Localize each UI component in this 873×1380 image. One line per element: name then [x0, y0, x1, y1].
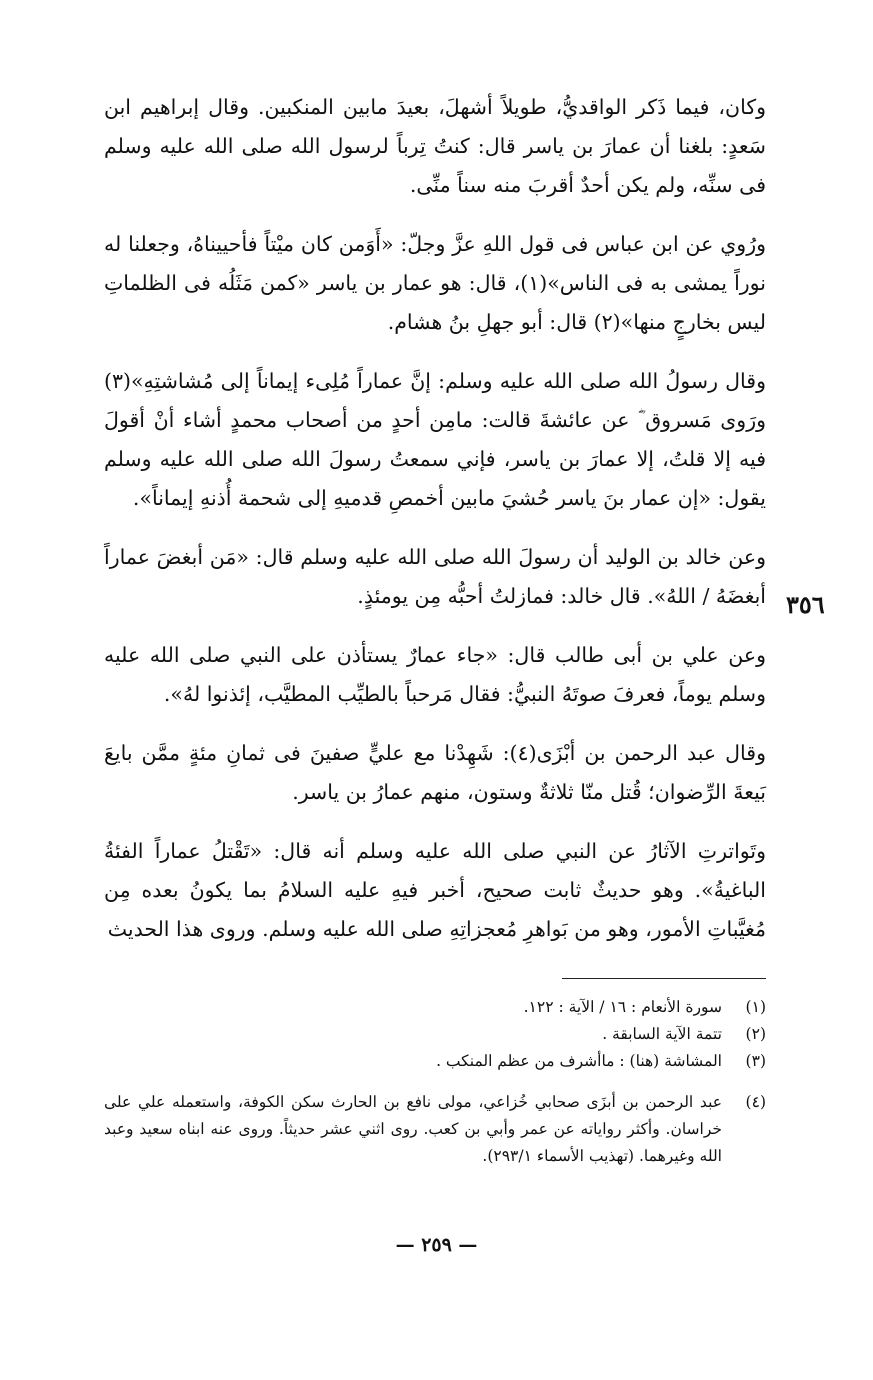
- footnote-4: [104, 1089, 766, 1170]
- paragraph-2: ورُوي عن ابن عباس فى قول اللهِ عزَّ وجلّ: «أَوَمن كان ميْتاً فأحييناهُ، وجعلنا له نوراً يمشى به فى الناس»(١)، قال: هو عمار بن ياسر «كمن مَثَلُه فى الظلماتِ ليس بخارجٍ منها»(٢) قال: أبو جهلِ بنُ هشام.: [104, 232, 766, 334]
- footnote-mark: (٣): [745, 1052, 766, 1070]
- footnote-text: المشاشة (هنا) : ماأشرف من عظم المنكب .: [436, 1052, 722, 1070]
- footnote-3: [104, 1048, 766, 1075]
- footnote-text: عبد الرحمن بن أبزَى صحابي خُزاعي، مولى نافع بن الحارث سكن الكوفة، واستعمله علي على خراسان. وأكثر رواياته عن عمر وأبي بن كعب. روى اثني عشر حديثاً. وروى عنه ابناه سعيد وعبد الله وغيرهما. (تهذيب الأسماء ٢٩٣/١).: [104, 1093, 722, 1165]
- footnote-text: سورة الأنعام : ١٦ / الآية : ١٢٢.: [523, 998, 722, 1016]
- footnote-mark: (٤): [745, 1093, 766, 1111]
- footnote-mark: (٢): [745, 1025, 766, 1043]
- paragraph-1: وكان، فيما ذَكر الواقديُّ، طويلاً أشهلَ، بعيدَ مابين المنكبين. وقال إبراهيم ابن سَعدٍ: بلغنا أن عمارَ بن ياسر قال: كنتُ تِرباً لرسول الله صلى الله عليه وسلم فى سنِّه، ولم يكن أحدٌ أقربَ منه سناً منِّى.: [104, 95, 766, 197]
- paragraph-7: وتَواترتِ الآثارُ عن النبي صلى الله عليه وسلم أنه قال: «تَقْتلُ عماراً الفئةُ الباغيةُ». وهو حديثٌ ثابت صحيح، أخبر فيهِ عليه السلامُ بما يكونُ بعده مِن مُغيَّباتِ الأمور، وهو من بَواهرِ مُعجزاتِهِ صلى الله عليه وسلم. وروى هذا الحديث: [104, 839, 766, 941]
- main-text: [104, 88, 766, 969]
- paragraph-3: وقال رسولُ الله صلى الله عليه وسلم: إنَّ عماراً مُلِىء إيماناً إلى مُشاشتِهِ»(٣) ورَوى مَسروق ؓ عن عائشةَ قالت: مامِن أحدٍ من أصحاب محمدٍ أشاء أنْ أقولَ فيه إلا قلتُ، إلا عمارَ بن ياسر، فإني سمعتُ رسولَ الله صلى الله عليه وسلم يقول: «إن عمار بنَ ياسر حُشيَ مابين أخمصِ قدميهِ إلى شحمة أُذنهِ إيماناً».: [104, 369, 766, 510]
- footnote-2: [104, 1021, 766, 1048]
- side-page-number: ٣٥٦: [786, 590, 825, 619]
- footnote-divider: [562, 978, 766, 979]
- paragraph-4: وعن خالد بن الوليد أن رسولَ الله صلى الله عليه وسلم قال: «مَن أبغضَ عماراً أبغضَهُ / اللهُ». قال خالد: فمازلتُ أحبُّه مِن يومئذٍ.: [104, 545, 766, 608]
- footnotes: [104, 994, 766, 1170]
- page-number: — ٢٥٩ —: [395, 1234, 478, 1256]
- paragraph-6: وقال عبد الرحمن بن أبْزَى(٤): شَهِدْنا مع عليٍّ صفينَ فى ثمانِ مئةٍ ممَّن بايعَ بَيعةَ الرِّضوان؛ قُتل منّا ثلاثةٌ وستون، منهم عمارُ بن ياسر.: [104, 741, 766, 804]
- paragraph-5: وعن علي بن أبى طالب قال: «جاء عمارٌ يستأذن على النبي صلى الله عليه وسلم يوماً، فعرفَ صوتَهُ النبيُّ: فقال مَرحباً بالطيِّب المطيَّب، إئذنوا لهُ».: [104, 643, 766, 706]
- footnote-text: تتمة الآية السابقة .: [602, 1025, 722, 1043]
- footnote-1: [104, 994, 766, 1021]
- footnote-mark: (١): [745, 998, 766, 1016]
